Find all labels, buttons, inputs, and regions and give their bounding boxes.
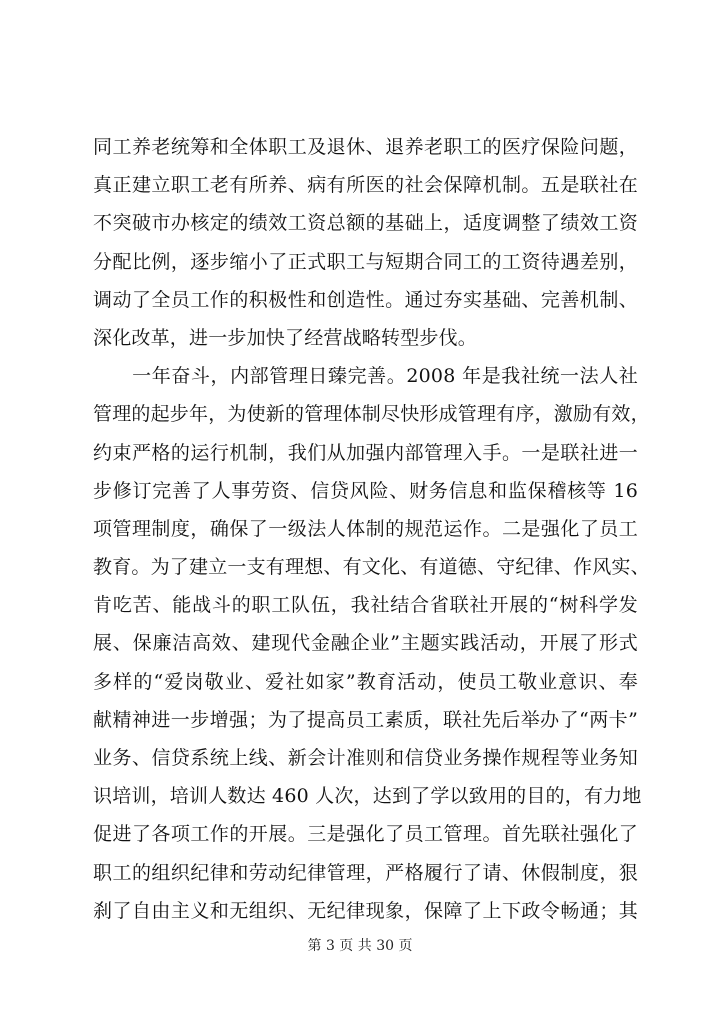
text-line: 业务、信贷系统上线、新会计准则和信贷业务操作规程等业务知 [93,747,638,769]
text-line: 步修订完善了人事劳资、信贷风险、财务信息和监保稽核等 16 [93,479,638,502]
text-line: 展、保廉洁高效、建现代金融企业”主题实践活动，开展了形式 [93,632,638,655]
body-text [93,128,650,930]
text-line: 项管理制度，确保了一级法人体制的规范运作。二是强化了员工 [93,517,638,540]
text-line: 肯吃苦、能战斗的职工队伍，我社结合省联社开展的“树科学发 [93,594,638,617]
text-line: 识培训，培训人数达 460 人次，达到了学以致用的目的，有力地 [93,785,642,808]
text-line: 不突破市办核定的绩效工资总额的基础上，适度调整了绩效工资 [93,212,638,235]
text-line: 教育。为了建立一支有理想、有文化、有道德、守纪律、作风实、 [93,556,650,579]
page-footer: 第 3 页 共 30 页 [307,938,413,954]
text-line: 调动了全员工作的积极性和创造性。通过夯实基础、完善机制、 [93,288,638,311]
text-line: 管理的起步年，为使新的管理体制尽快形成管理有序，激励有效， [93,403,650,426]
text-line: 多样的“爱岗敬业、爱社如家”教育活动，使员工敬业意识、奉 [93,670,638,693]
text-line: 献精神进一步增强；为了提高员工素质，联社先后举办了“两卡” [93,708,638,731]
text-line: 分配比例，逐步缩小了正式职工与短期合同工的工资待遇差别， [93,250,638,273]
text-line: 促进了各项工作的开展。三是强化了员工管理。首先联社强化了 [93,823,638,846]
text-line: 约束严格的运行机制，我们从加强内部管理入手。一是联社进一 [93,441,638,464]
text-line: 真正建立职工老有所养、病有所医的社会保障机制。五是联社在 [93,174,638,197]
text-line: 一年奋斗，内部管理日臻完善。2008 年是我社统一法人社 [93,365,638,388]
text-line: 刹了自由主义和无组织、无纪律现象，保障了上下政令畅通；其 [93,899,638,922]
text-line: 深化改革，进一步加快了经营战略转型步伐。 [93,326,478,349]
text-line: 职工的组织纪律和劳动纪律管理，严格履行了请、休假制度，狠 [93,861,638,884]
text-line: 同工养老统筹和全体职工及退休、退养老职工的医疗保险问题， [93,136,638,158]
